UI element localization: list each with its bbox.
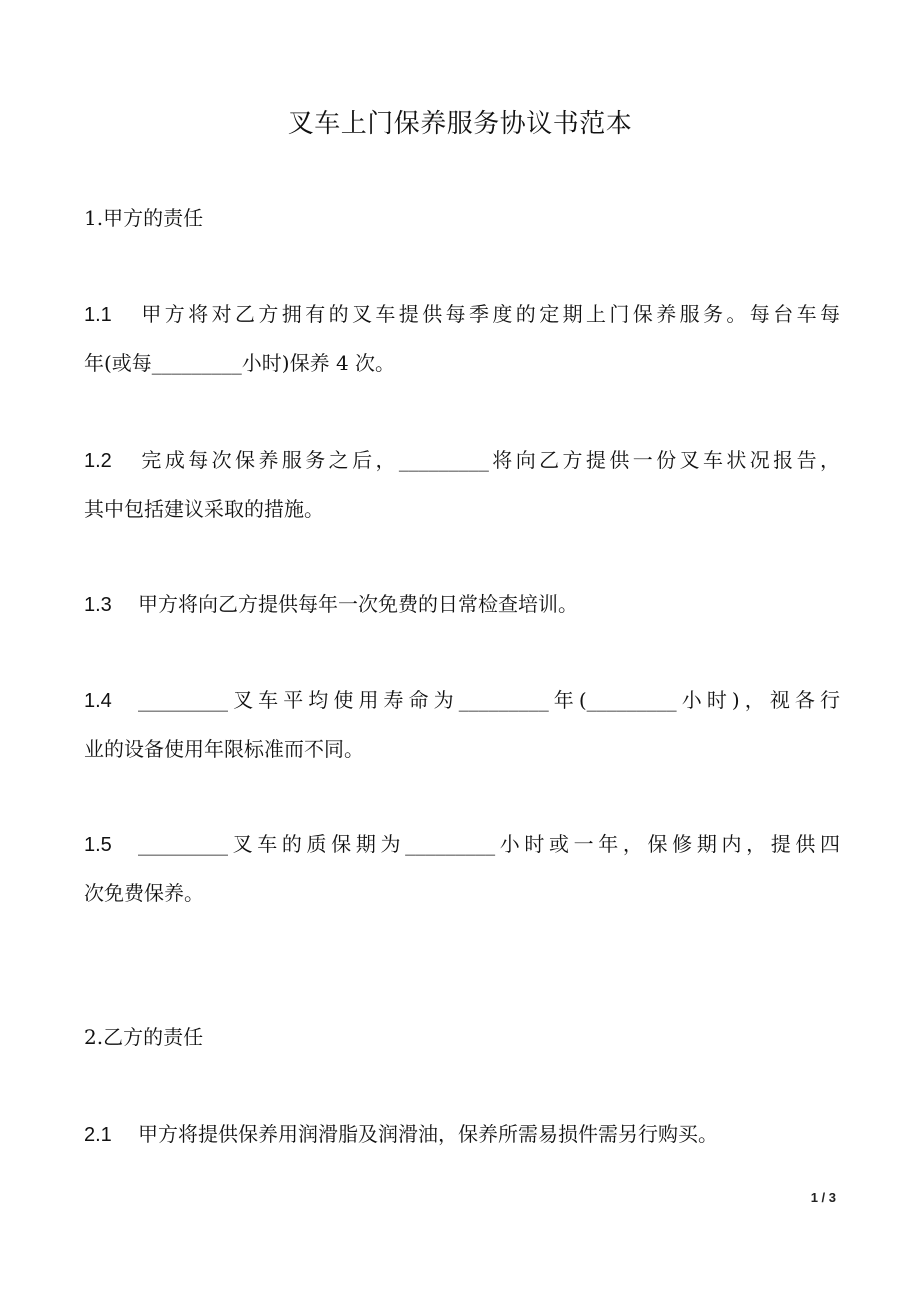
clause-text-line1: 完成每次保养服务之后，_________将向乙方提供一份叉车状况报告， (138, 448, 840, 472)
clause-1-2 (84, 436, 840, 533)
clause-1-1 (84, 290, 840, 387)
section-heading-1: 1.甲方的责任 (84, 206, 204, 230)
clause-1-3 (84, 580, 840, 629)
clause-text-line2: 其中包括建议采取的措施。 (84, 497, 324, 521)
document-title: 叉车上门保养服务协议书范本 (287, 109, 633, 139)
clause-number: 1.2 (84, 450, 112, 472)
clause-text-line1: 甲方将提供保养用润滑脂及润滑油，保养所需易损件需另行购买。 (138, 1122, 718, 1146)
clause-2-1 (84, 1110, 840, 1159)
section-heading-2: 2.乙方的责任 (84, 1025, 204, 1049)
clause-text-line2: 次免费保养。 (84, 881, 204, 905)
clause-text-line1: 甲方将向乙方提供每年一次免费的日常检查培训。 (138, 592, 578, 616)
clause-text-line1: _________叉车的质保期为_________小时或一年，保修期内，提供四 (138, 832, 840, 856)
page-number: 1 / 3 (810, 1190, 836, 1205)
clause-1-5 (84, 820, 840, 917)
clause-text-line1: _________叉车平均使用寿命为_________年(_________小时)，视各行 (138, 688, 840, 712)
clause-text-line2: 业的设备使用年限标准而不同。 (84, 737, 364, 761)
clause-number: 1.4 (84, 690, 112, 712)
clause-number: 1.5 (84, 834, 112, 856)
clause-1-4 (84, 676, 840, 773)
clause-text-line1: 甲方将对乙方拥有的叉车提供每季度的定期上门保养服务。每台车每 (138, 302, 840, 326)
clause-text-line2: 年(或每_________小时)保养 4 次。 (84, 351, 396, 375)
clause-number: 2.1 (84, 1124, 112, 1146)
clause-number: 1.1 (84, 304, 112, 326)
clause-number: 1.3 (84, 594, 112, 616)
